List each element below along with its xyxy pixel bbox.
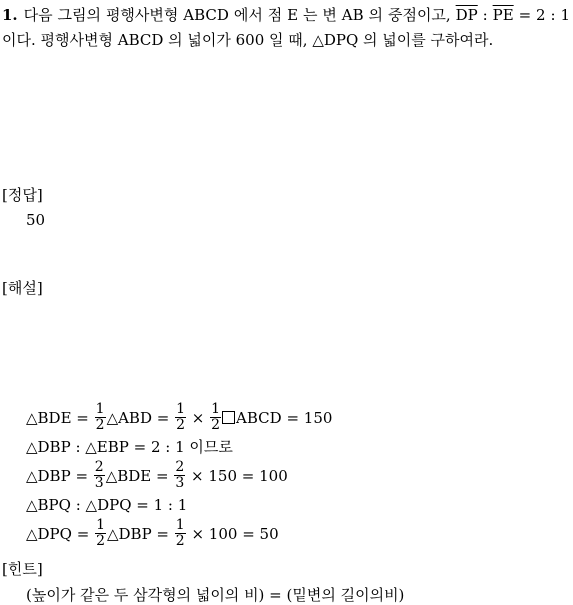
- fraction-half: [95, 518, 106, 549]
- segment-dp: $\overline{DP}$: [455, 6, 478, 24]
- fraction-denominator: 2: [211, 417, 221, 433]
- fraction-denominator: 2: [95, 417, 105, 433]
- eq-text: △BDE =: [105, 466, 174, 485]
- fraction-numerator: 1: [176, 401, 186, 417]
- hint-label: [힌트]: [2, 560, 43, 578]
- hint-text: (높이가 같은 두 삼각형의 넓이의 비) = (밑변의 길이의비): [26, 586, 405, 604]
- solution-line-4: [26, 493, 332, 516]
- fraction-half: [175, 402, 186, 433]
- fraction-two-thirds: [174, 460, 185, 491]
- eq-text: △DBP =: [26, 466, 93, 485]
- eq-text: △DBP =: [106, 524, 174, 543]
- solution-equations: [26, 400, 332, 551]
- fraction-numerator: 2: [94, 459, 104, 475]
- answer-value: 50: [26, 211, 46, 229]
- fraction-numerator: 1: [175, 517, 185, 533]
- fraction-numerator: 2: [175, 459, 185, 475]
- fraction-half: [95, 402, 106, 433]
- ratio-colon: :: [477, 6, 493, 24]
- eq-text: △BPQ : △DPQ = 1 : 1: [26, 495, 188, 514]
- fraction-denominator: 3: [175, 475, 185, 491]
- parallelogram-symbol-icon: [222, 411, 235, 424]
- fraction-two-thirds: [94, 460, 105, 491]
- eq-text: △ABD =: [106, 408, 175, 427]
- fraction-denominator: 2: [175, 533, 185, 549]
- solution-label: [해설]: [2, 279, 43, 297]
- solution-line-3: [26, 458, 332, 493]
- eq-text: × 150 = 100: [186, 466, 288, 485]
- eq-text: △BDE =: [26, 408, 94, 427]
- problem-number: 1.: [2, 6, 18, 24]
- eq-text: ×: [187, 408, 210, 427]
- eq-text: ABCD = 150: [236, 408, 333, 427]
- eq-text: × 100 = 50: [186, 524, 279, 543]
- solution-line-1: [26, 400, 332, 435]
- problem-statement: [2, 3, 570, 53]
- problem-text-part2: = 2 : 1 이다. 평행사변형 ABCD 의 넓이가 600 일 때, △DPQ 의 넓이를 구하여라.: [2, 6, 571, 49]
- fraction-half: [175, 518, 186, 549]
- fraction-numerator: 1: [95, 401, 105, 417]
- fraction-denominator: 2: [176, 417, 186, 433]
- fraction-denominator: 3: [94, 475, 104, 491]
- fraction-denominator: 2: [96, 533, 105, 549]
- problem-text-part1: 다음 그림의 평행사변형 ABCD 에서 점 E 는 변 AB 의 중점이고,: [23, 6, 456, 24]
- fraction-numerator: 1: [211, 401, 221, 417]
- fraction-half: [210, 402, 221, 433]
- eq-text: △DPQ =: [26, 524, 95, 543]
- eq-text: △DBP : △EBP = 2 : 1 이므로: [26, 438, 233, 456]
- answer-label: [정답]: [2, 186, 43, 204]
- segment-pe: $\overline{PE}$: [492, 6, 514, 24]
- fraction-numerator: 1: [96, 517, 105, 533]
- solution-line-5: [26, 516, 332, 551]
- solution-line-2: [26, 435, 332, 458]
